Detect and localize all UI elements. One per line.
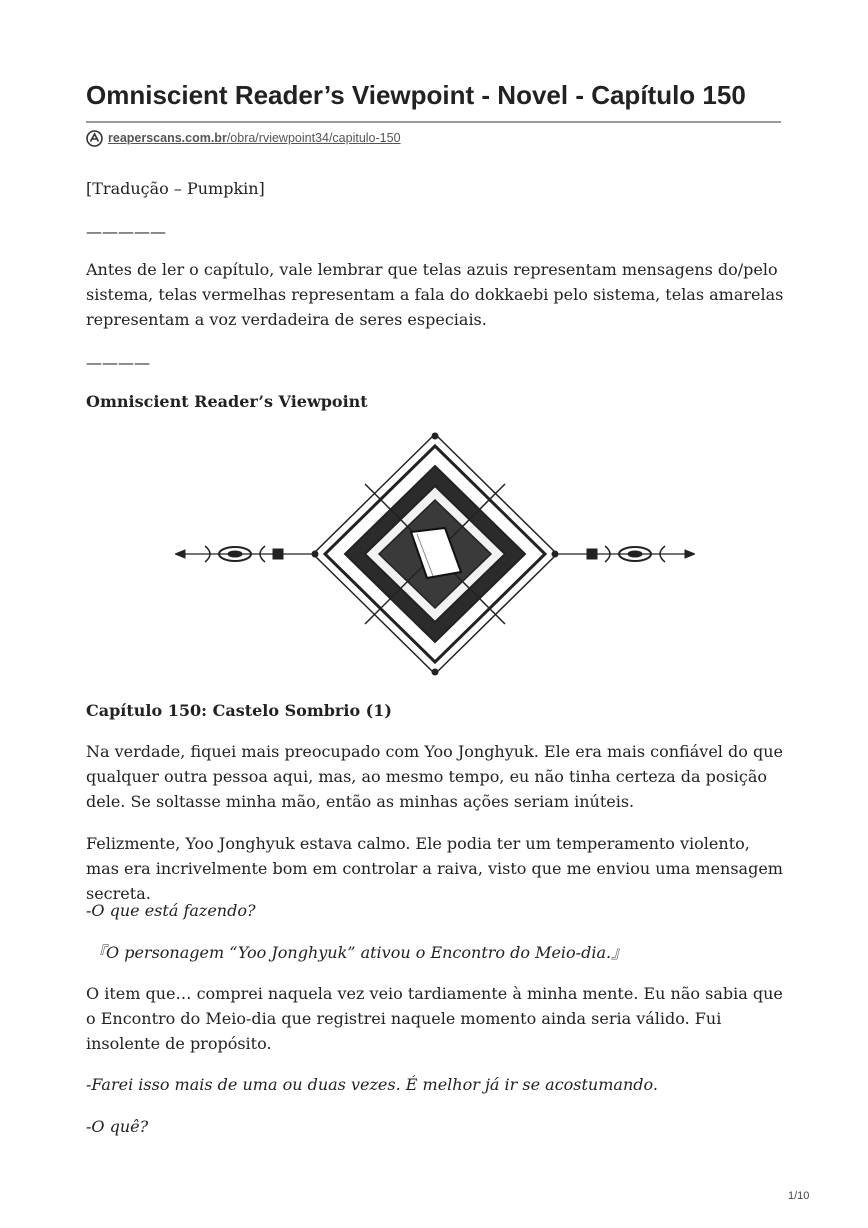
paragraph-system-message: 『O personagem “Yoo Jonghyuk” ativou o Encontro do Meio-dia.』 [90, 943, 628, 962]
chapter-heading: Capítulo 150: Castelo Sombrio (1) [86, 701, 392, 720]
paragraph-dialogue: -O que está fazendo? [86, 901, 256, 920]
page-number: 1/10 [788, 1190, 810, 1202]
title-divider [86, 121, 781, 123]
left-flourish [175, 546, 315, 562]
central-diamond [312, 433, 558, 675]
novel-title: Omniscient Reader’s Viewpoint [86, 392, 368, 411]
paragraph: O item que… comprei naquela vez veio tardiamente à minha mente. Eu não sabia que o Encontro do Meio-dia que registrei naquele momento ainda seria válido. Fui insolente de propósito. [86, 984, 783, 1053]
source-line [86, 129, 401, 147]
paragraph: Felizmente, Yoo Jonghyuk estava calmo. Ele podia ter um temperamento violento, mas era incrivelmente bom em controlar a raiva, visto que me enviou uma mensagem secreta. [86, 834, 783, 903]
page-title: Omniscient Reader’s Viewpoint - Novel - Capítulo 150 [86, 80, 746, 110]
separator-line: ————— [86, 222, 166, 241]
reading-notice: Antes de ler o capítulo, vale lembrar que telas azuis representam mensagens do/pelo sistema, telas vermelhas representam a fala do dokkaebi pelo sistema, telas amarelas representam a voz verdadeira de seres especiais. [86, 260, 784, 329]
right-flourish [555, 546, 695, 562]
chapter-ornament-image [175, 432, 695, 676]
translation-credit: [Tradução – Pumpkin] [86, 179, 265, 198]
source-url-link[interactable]: reaperscans.com.br/obra/rviewpoint34/capitulo-150 [108, 131, 401, 145]
reaperscans-logo-icon [86, 130, 103, 147]
paragraph-dialogue: -Farei isso mais de uma ou duas vezes. É melhor já ir se acostumando. [86, 1075, 658, 1094]
separator-line: ———— [86, 353, 150, 372]
paragraph: Na verdade, fiquei mais preocupado com Yoo Jonghyuk. Ele era mais confiável do que qualquer outra pessoa aqui, mas, ao mesmo tempo, eu não tinha certeza da posição dele. Se soltasse minha mão, então as minhas ações seriam inúteis. [86, 742, 783, 811]
paragraph-dialogue: -O quê? [86, 1117, 149, 1136]
